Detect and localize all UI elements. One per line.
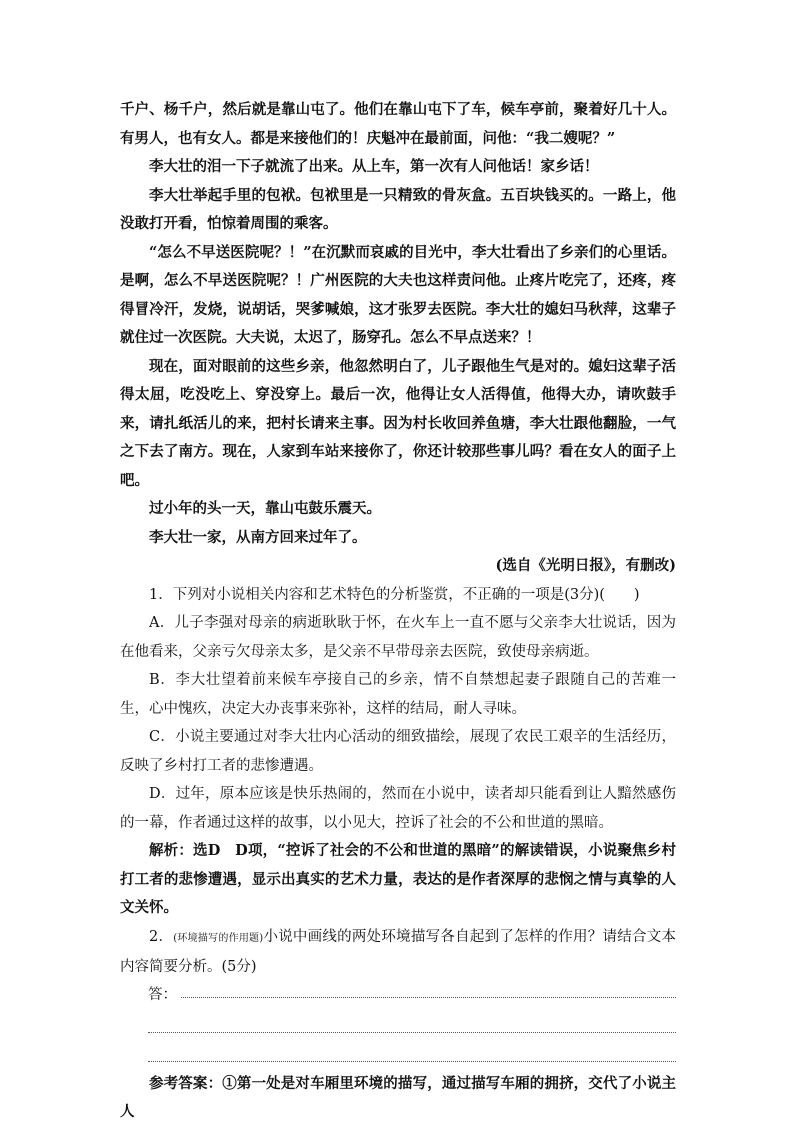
story-paragraph-3: 李大壮举起手里的包袱。包袱里是一只精致的骨灰盒。五百块钱买的。一路上，他没敢打开看，怕惊着周围的乘客。 — [120, 186, 676, 232]
question-2-number: 2． — [149, 928, 174, 945]
story-paragraph-7: 李大壮一家，从南方回来过年了。 — [149, 528, 367, 546]
answer-line-1[interactable] — [148, 984, 676, 1004]
answer-label: 答： — [148, 986, 177, 1003]
question-1-option-d: D．过年，原本应该是快乐热闹的，然而在小说中，读者却只能看到让人黯然感伤的一幕，作者通过这样的故事，以小见大，控诉了社会的不公和世道的黑暗。 — [120, 786, 676, 831]
answer-line-3[interactable] — [148, 1041, 676, 1062]
question-2-text: 小说中画线的两处环境描写各自起到了怎样的作用？请结合文本内容简要分析。(5分) — [120, 928, 676, 975]
question-2-reference-answer: 参考答案：①第一处是对车厢里环境的描写，通过描写车厢的拥挤，交代了小说主人 — [120, 1074, 676, 1120]
story-paragraph-5: 现在，面对眼前的这些乡亲，他忽然明白了，儿子跟他生气是对的。媳妇这辈子活得太屈，吃没吃上、穿没穿上。最后一次，他得让女人活得值，他得大办，请吹鼓手来，请扎纸活儿的来，把村长请来主事。因为村长收回养鱼塘，李大壮跟他翻脸，一气之下去了南方。现在，人家到车站来接你了，你还计较那些事儿吗？看在女人的面子上吧。 — [120, 357, 676, 489]
story-paragraph-2: 李大壮的泪一下子就流了出来。从上车，第一次有人问他话！家乡话！ — [149, 158, 599, 175]
document-body — [120, 96, 676, 1127]
story-paragraph-6: 过小年的头一天，靠山屯鼓乐震天。 — [149, 500, 381, 517]
question-1-stem: 1．下列对小说相关内容和艺术特色的分析鉴赏，不正确的一项是(3分)( ) — [149, 586, 640, 603]
answer-dotted-rule — [181, 997, 676, 998]
question-2-type-tag: (环境描写的作用题) — [173, 932, 264, 944]
question-2-stem — [120, 923, 676, 982]
answer-area — [120, 984, 676, 1062]
question-1-option-c: C．小说主要通过对李大壮内心活动的细致描绘，展现了农民工艰辛的生活经历，反映了乡村打工者的悲惨遭遇。 — [120, 729, 676, 774]
question-1-analysis: 解析：选D D项，“控诉了社会的不公和世道的黑暗”的解读错误，小说聚焦乡村打工者的悲惨遭遇，显示出真实的艺术力量，表达的是作者深厚的悲悯之情与真挚的人文关怀。 — [120, 842, 676, 916]
question-1-option-a: A．儿子李强对母亲的病逝耿耿于怀，在火车上一直不愿与父亲李大壮说话，因为在他看来，父亲亏欠母亲太多，是父亲不早带母亲去医院，致使母亲病逝。 — [120, 615, 676, 660]
story-paragraph-1: 千户、杨千户，然后就是靠山屯了。他们在靠山屯下了车，候车亭前，聚着好几十人。有男人，也有女人。都是来接他们的！庆魁冲在最前面，问他：“我二嫂呢？” — [120, 101, 676, 147]
story-paragraph-4: “怎么不早送医院呢？！”在沉默而哀戚的目光中，李大壮看出了乡亲们的心里话。是啊，怎么不早送医院呢？！广州医院的大夫也这样责问他。止疼片吃完了，还疼，疼得冒冷汗，发烧，说胡话，哭爹喊娘，这才张罗去医院。李大壮的媳妇马秋萍，这辈子就住过一次医院。大夫说，太迟了，肠穿孔。怎么不早点送来？！ — [120, 243, 676, 346]
source-citation: (选自《光明日报》，有删改) — [495, 557, 676, 574]
answer-line-2[interactable] — [148, 1012, 676, 1033]
question-1-option-b: B．李大壮望着前来候车亭接自己的乡亲，情不自禁想起妻子跟随自己的苦难一生，心中愧疚，决定大办丧事来弥补，这样的结局，耐人寻味。 — [120, 672, 676, 717]
